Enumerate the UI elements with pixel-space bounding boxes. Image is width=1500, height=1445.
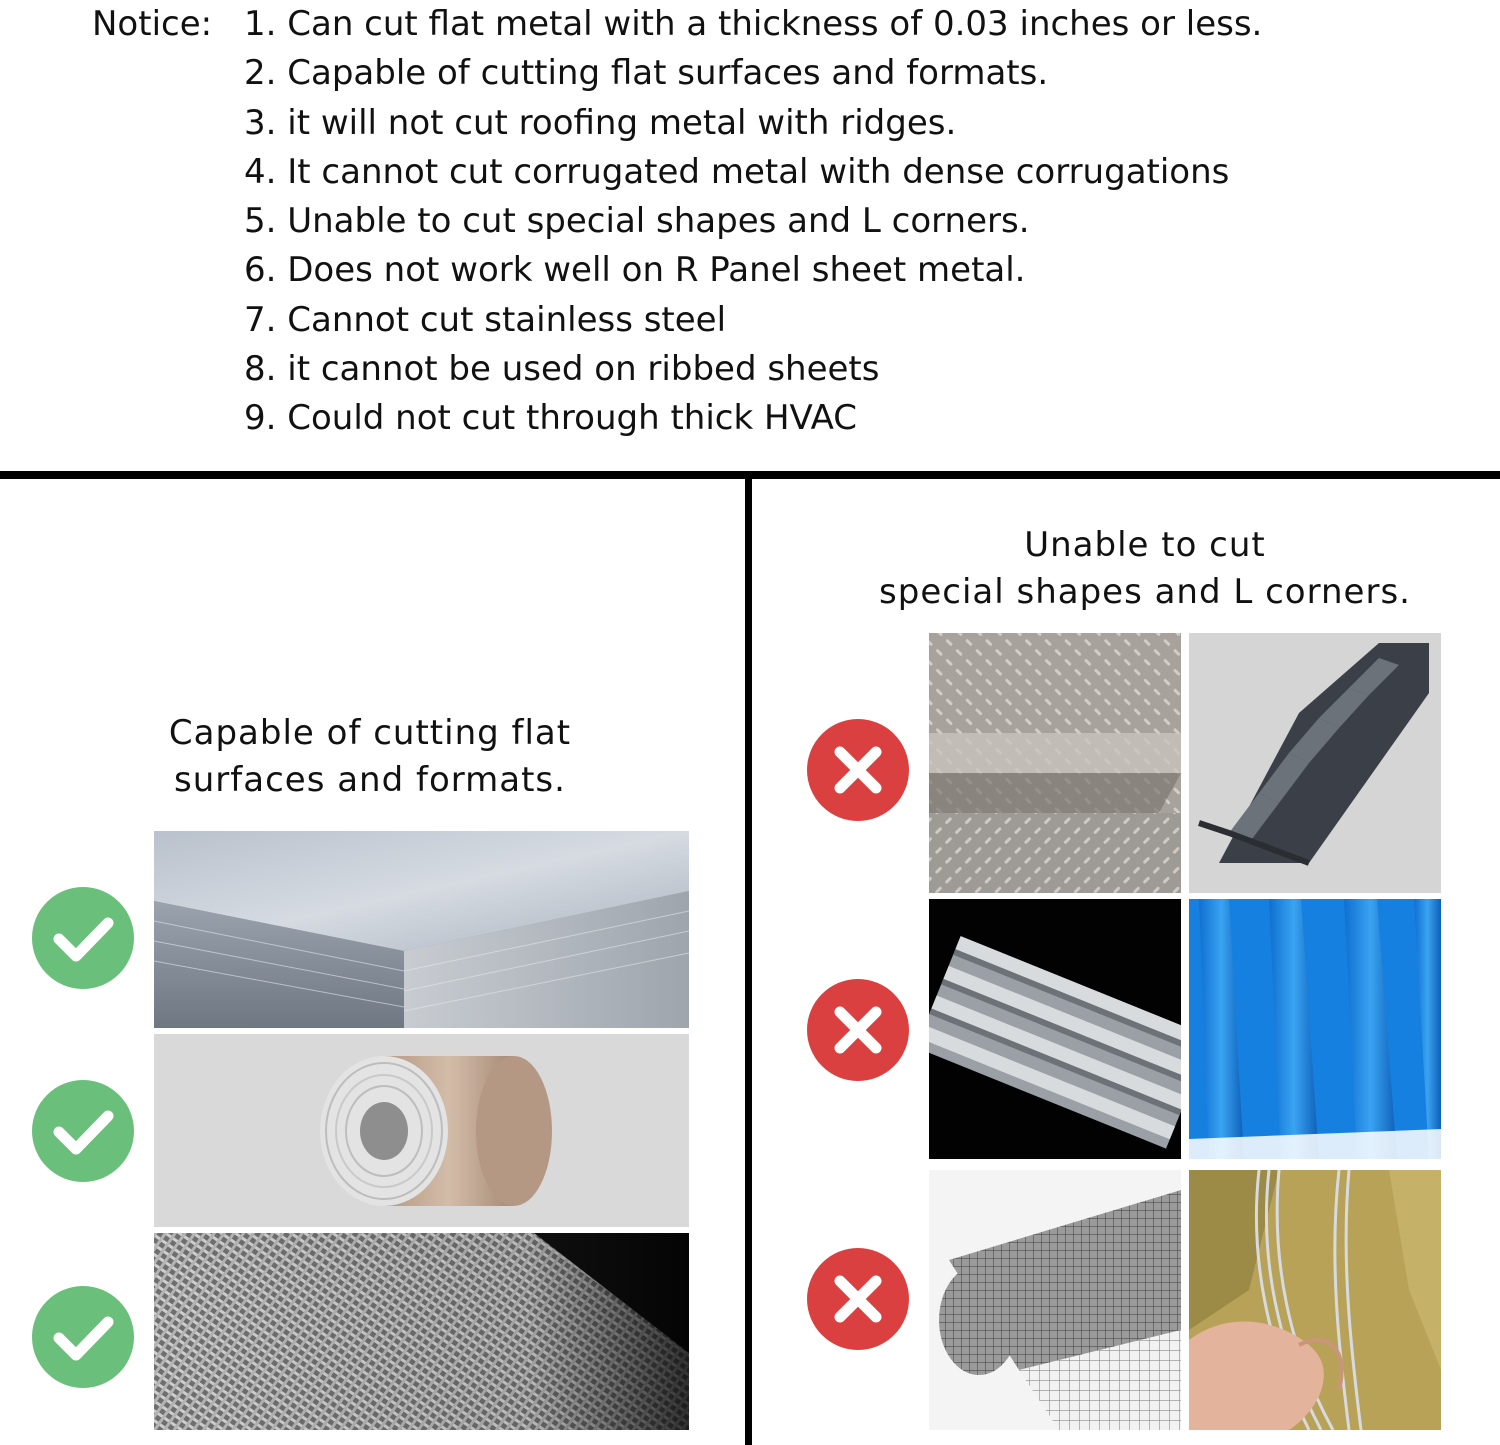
notice-item-8: 8. it cannot be used on ribbed sheets (244, 349, 880, 390)
notice-item-2: 2. Capable of cutting flat surfaces and formats. (244, 53, 1049, 94)
cross-mark-icon (807, 1248, 909, 1350)
vertical-divider (745, 479, 752, 1445)
check-mark-icon (32, 1080, 134, 1182)
blue-corrugated-roof-sheet-image (1189, 899, 1441, 1159)
notice-label: Notice: (92, 4, 213, 44)
notice-item-5: 5. Unable to cut special shapes and L corners. (244, 201, 1030, 242)
woven-metal-mesh-image (154, 1233, 689, 1430)
horizontal-divider (0, 471, 1500, 479)
coiled-metal-wire-image (1189, 1170, 1441, 1430)
left-panel-caption (120, 710, 620, 804)
notice-list (244, 0, 1262, 444)
welded-wire-mesh-roll-image (929, 1170, 1181, 1430)
right-panel-caption (840, 522, 1450, 616)
notice-item-7: 7. Cannot cut stainless steel (244, 299, 727, 340)
notice-item-6: 6. Does not work well on R Panel sheet metal. (244, 250, 1026, 291)
right-caption-line-1: Unable to cut (1024, 525, 1266, 565)
notice-item-1: 1. Can cut flat metal with a thickness of 0.03 inches or less. (244, 4, 1263, 44)
notice-item-4: 4. It cannot cut corrugated metal with dense corrugations (244, 151, 1230, 192)
folded-gutter-profile-image (1189, 633, 1441, 893)
diamond-plate-metal-image (929, 633, 1181, 893)
notice-item-3: 3. it will not cut roofing metal with ridges. (244, 102, 957, 143)
notice-item-9: 9. Could not cut through thick HVAC (244, 398, 858, 439)
stacked-flat-metal-sheets-image (154, 831, 689, 1028)
check-mark-icon (32, 887, 134, 989)
metal-coil-roll-image (154, 1034, 689, 1227)
trapezoidal-roof-panel-image (929, 899, 1181, 1159)
left-caption-line-1: Capable of cutting flat (168, 713, 572, 753)
check-mark-icon (32, 1286, 134, 1388)
right-caption-line-2: special shapes and L corners. (879, 572, 1411, 612)
cross-mark-icon (807, 719, 909, 821)
cross-mark-icon (807, 979, 909, 1081)
left-caption-line-2: surfaces and formats. (174, 760, 566, 800)
